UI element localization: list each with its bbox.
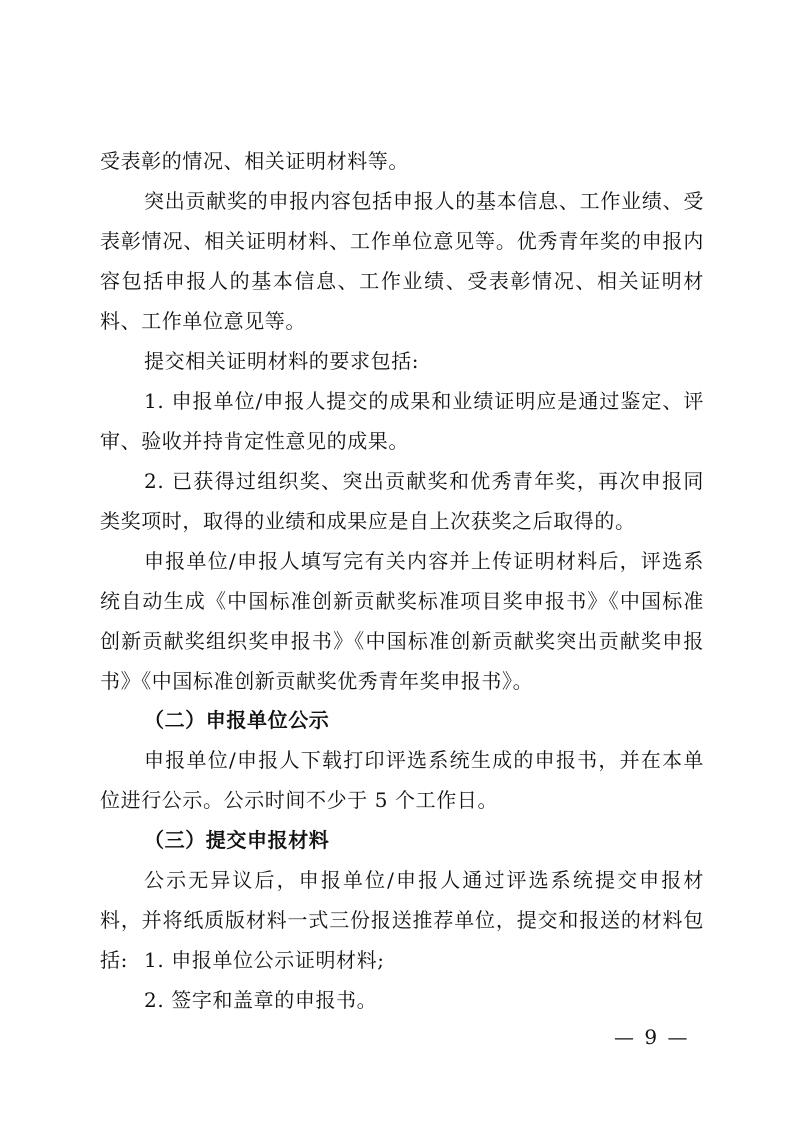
list-item-submission-2: 2. 签字和盖章的申报书。	[144, 988, 378, 1012]
page-number: — 9 —	[614, 1025, 690, 1049]
section-heading-publicity: （二）申报单位公示	[144, 708, 330, 732]
paragraph-system-generation: 申报单位/申报人填写完有关内容并上传证明材料后，评选系统自动生成《中国标准创新贡献奖标准项目奖申报书》《中国标准创新贡献奖组织奖申报书》《中国标准创新贡献奖突出贡献奖申报书》《中国标准创新贡献奖优秀青年奖申报书》。	[100, 549, 704, 693]
paragraph-material-requirements: 提交相关证明材料的要求包括:	[144, 349, 420, 373]
list-item-requirement-1: 1. 申报单位/申报人提交的成果和业绩证明应是通过鉴定、评审、验收并持肯定性意见的成果。	[100, 389, 704, 453]
list-item-submission-1: 1. 申报单位公示证明材料;	[144, 948, 385, 972]
list-item-requirement-2: 2. 已获得过组织奖、突出贡献奖和优秀青年奖，再次申报同类奖项时，取得的业绩和成果应是自上次获奖之后取得的。	[100, 469, 704, 533]
section-heading-submission: （三）提交申报材料	[144, 828, 330, 852]
paragraph-publicity: 申报单位/申报人下载打印评选系统生成的申报书，并在本单位进行公示。公示时间不少于 5 个工作日。	[100, 748, 704, 812]
paragraph-award-content: 突出贡献奖的申报内容包括申报人的基本信息、工作业绩、受表彰情况、相关证明材料、工作单位意见等。优秀青年奖的申报内容包括申报人的基本信息、工作业绩、受表彰情况、相关证明材料、工作单位意见等。	[100, 189, 704, 333]
paragraph-continuation: 受表彰的情况、相关证明材料等。	[100, 149, 409, 173]
paragraph-submission: 公示无异议后，申报单位/申报人通过评选系统提交申报材料，并将纸质版材料一式三份报送推荐单位，提交和报送的材料包括:	[100, 868, 704, 972]
